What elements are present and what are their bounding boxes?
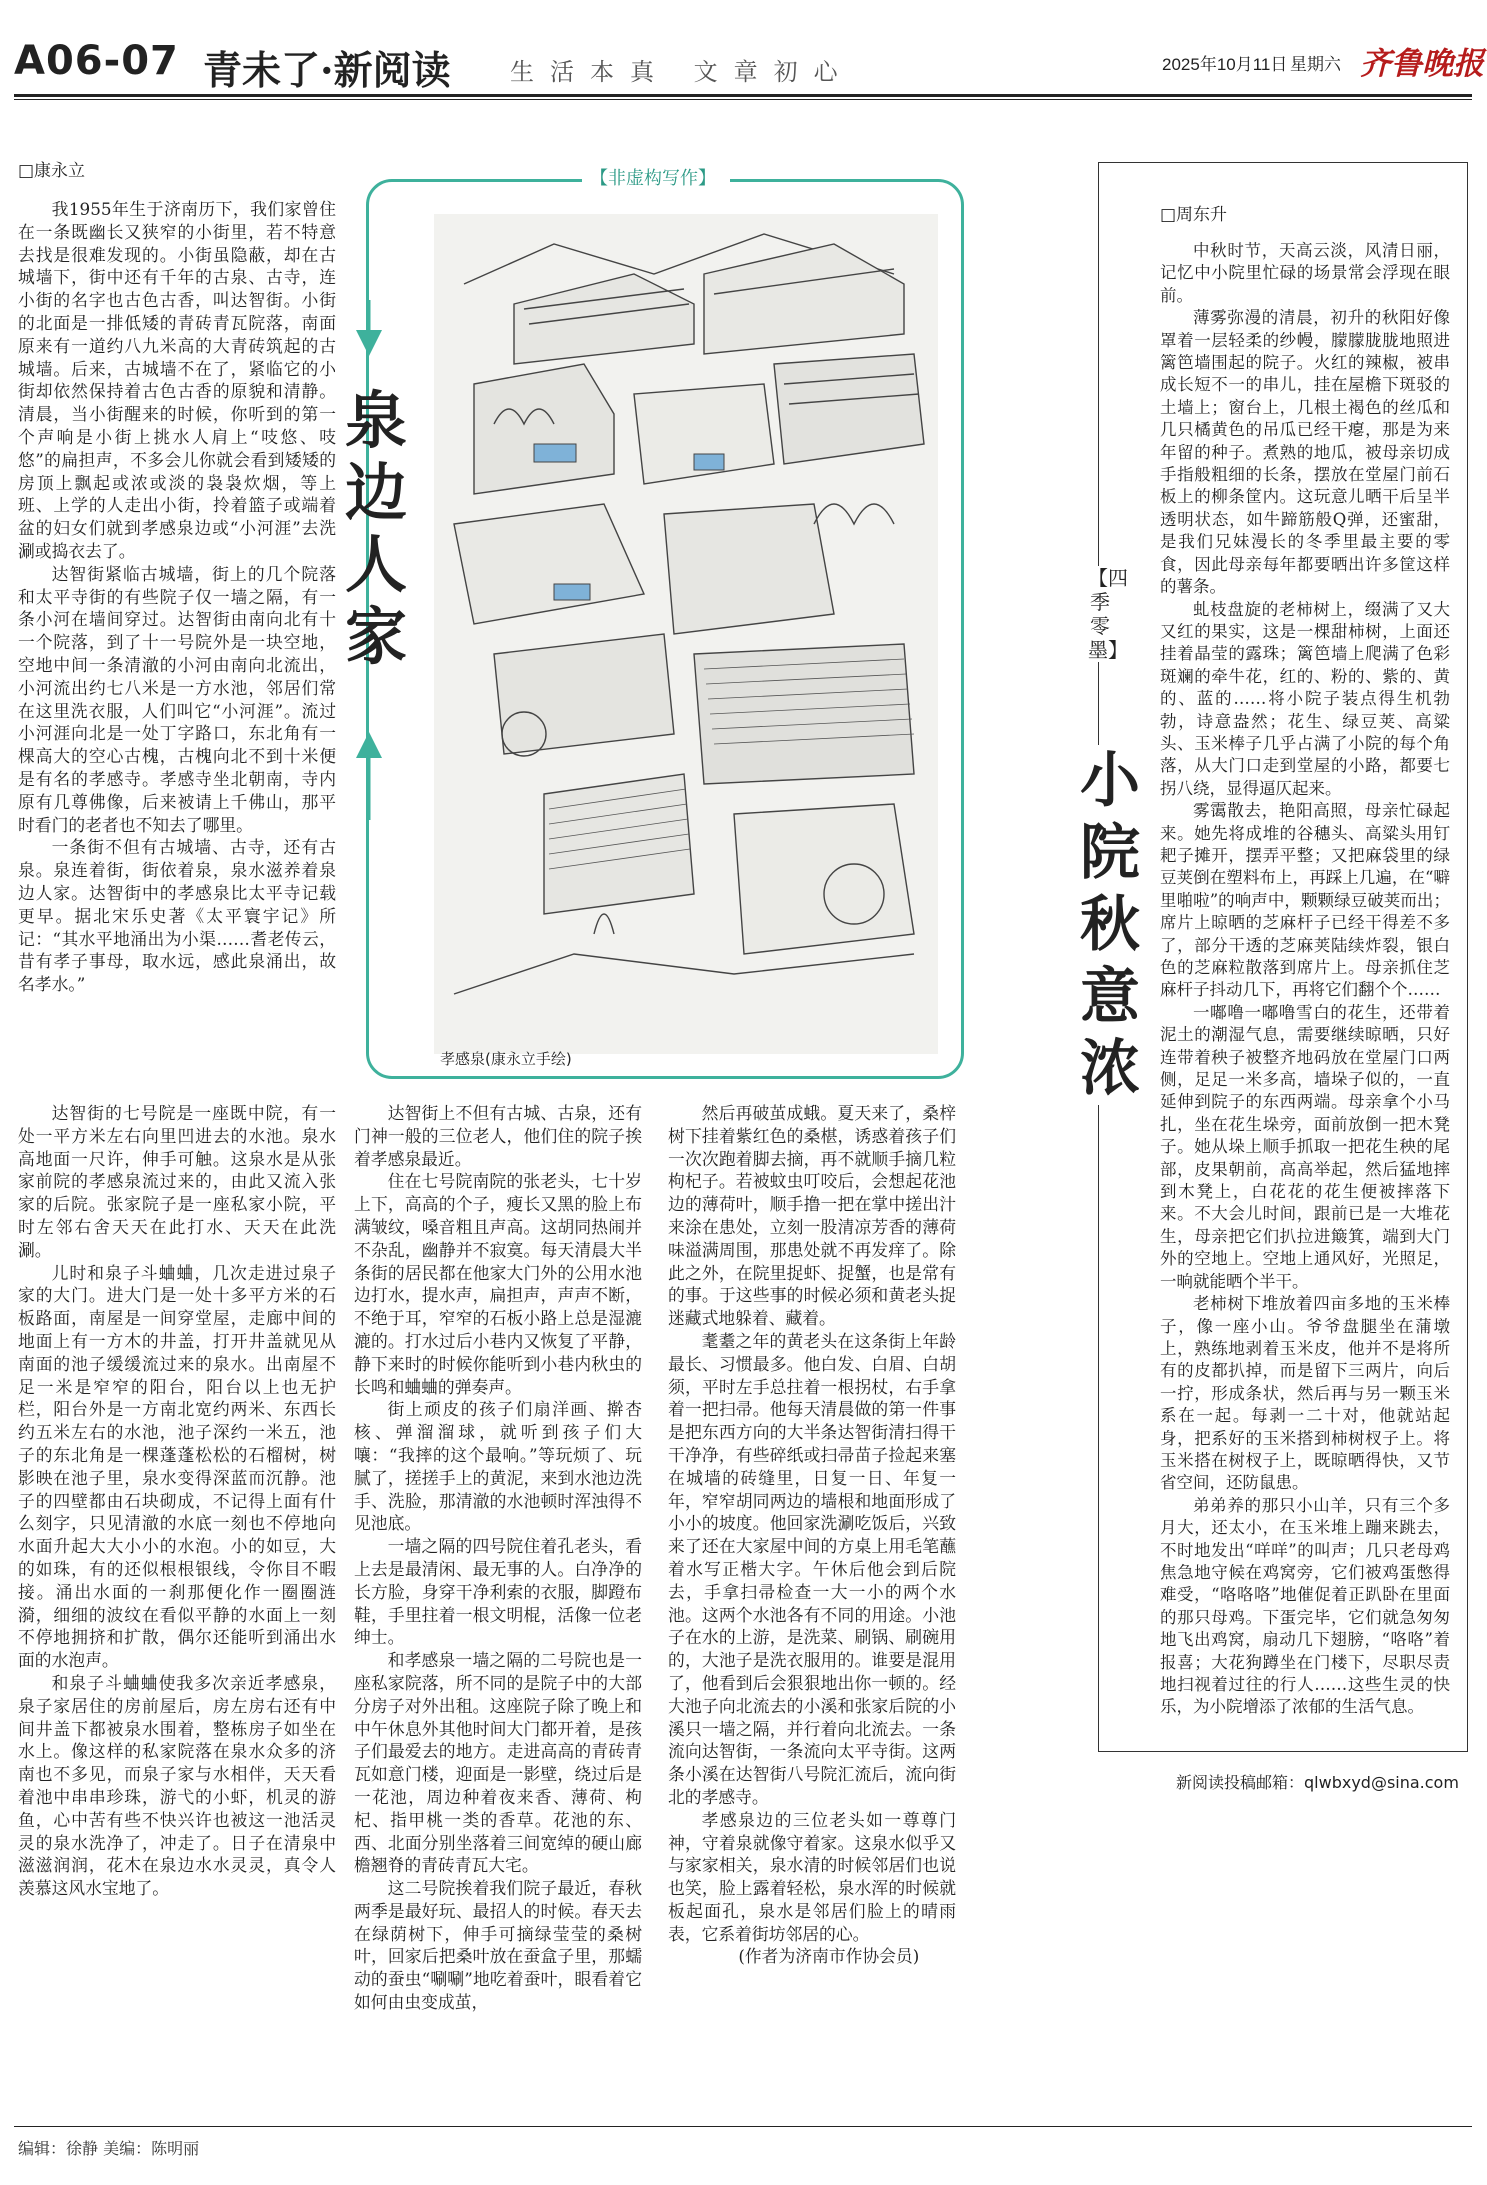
paragraph: 中秋时节，天高云淡，风清日丽，记忆中小院里忙碌的场景常会浮现在眼前。 bbox=[1160, 241, 1450, 305]
left-article-column-3 bbox=[668, 1102, 956, 1968]
paragraph: 然后再破茧成蛾。夏天来了，桑梓树下挂着紫红色的桑椹，诱惑着孩子们一次次跑着脚去摘，再不就顺手摘几粒枸杞子。若被蚊虫叮咬后，会想起花池边的薄荷叶，顺手撸一把在掌中搓出汁来涂在患处，立刻一股清凉芳香的薄荷味溢满周围，那患处就不再发痒了。除此之外，在院里捉虾、捉蟹，也是常有的事。于这些事的时候必须和黄老头捉迷藏式地躲着、藏着。 bbox=[668, 1103, 956, 1329]
arrow-up-icon bbox=[352, 730, 386, 820]
footer-rule bbox=[14, 2126, 1472, 2127]
paragraph: 街上顽皮的孩子们扇洋画、擀杏核、弹溜溜球，就听到孩子们大嚷：“我摔的这个最响。”等玩烦了、玩腻了，搓搓手上的黄泥，来到水池边洗手、洗脸，那清澈的水池顿时浑浊得不见池底。 bbox=[354, 1399, 642, 1534]
left-article-column-1b bbox=[18, 1102, 336, 1900]
paragraph: 和孝感泉一墙之隔的二号院也是一座私家院落，所不同的是院子中的大部分房子对外出租。这座院子除了晚上和中午休息外其他时间大门都开着，是孩子们最爱去的地方。走进高高的青砖青瓦如意门楼，迎面是一影壁，绕过后是一花池，周边种着夜来香、薄荷、枸杞、指甲桃一类的香草。花池的东、西、北面分别坐落着三间宽绰的硬山廊檐翘脊的青砖青瓦大宅。 bbox=[354, 1650, 642, 1876]
right-byline: □周东升 bbox=[1160, 205, 1228, 225]
paragraph: 一墙之隔的四号院住着孔老头，看上去是最清闲、最无事的人。白净净的长方脸，身穿干净利索的衣服，脚蹬布鞋，手里拄着一根文明棍，活像一位老绅士。 bbox=[354, 1536, 642, 1648]
paragraph: 达智街紧临古城墙，街上的几个院落和太平寺街的有些院子仅一墙之隔，有一条小河在墙间穿过。达智街由南向北有十一个院落，到了十一号院外是一块空地，空地中间一条清澈的小河由南向北流出，小河流出约七八米是一方水池，邻居们常在这里洗衣服，人们叫它“小河涯”。流过小河涯向北是一处丁字路口，东北角有一棵高大的空心古槐，古槐向北不到十米便是有名的孝感寺。孝感寺坐北朝南，寺内原有几尊佛像，后来被请上千佛山，那平时看门的老者也不知去了哪里。 bbox=[18, 563, 336, 835]
series-tag: 【四季零墨】 bbox=[1088, 566, 1128, 662]
paragraph: 达智街的七号院是一座既中院，有一处一平方米左右向里凹进去的水池。泉水高地面一尺许，伸手可触。这泉水是从张家前院的孝感泉流过来的，由此又流入张家的后院。张家院子是一座私家小院，平时左邻右舍天天在此打水、天天在此洗涮。 bbox=[18, 1103, 336, 1260]
article-title: 泉边人家 bbox=[344, 384, 407, 673]
header-rule bbox=[14, 94, 1472, 97]
article-tag: 【非虚构写作】 bbox=[590, 168, 716, 189]
paragraph: 这二号院挨着我们院子最近，春秋两季是最好玩、最招人的时候。春天去在绿荫树下，伸手可摘绿莹莹的桑树叶，回家后把桑叶放在蚕盒子里，那蠕动的蚕虫“唰唰”地吃着蚕叶，眼看着它如何由虫变成茧， bbox=[354, 1878, 642, 2013]
paragraph: 雾霭散去，艳阳高照，母亲忙碌起来。她先将成堆的谷穗头、高粱头用钉耙子摊开，摆弄平整；又把麻袋里的绿豆荚倒在塑料布上，再踩上几遍，在“噼里啪啦”的响声中，颗颗绿豆破荚而出；席片上晾晒的芝麻杆子已经干得差不多了，部分干透的芝麻荚陆续炸裂，银白色的芝麻粒散落到席片上。母亲抓住芝麻杆子抖动几下，再将它们翻个个…… bbox=[1160, 801, 1450, 1000]
header-rule-thin bbox=[14, 99, 1472, 100]
paragraph: 儿时和泉子斗蛐蛐，几次走进过泉子家的大门。进大门是一处十多平方米的石板路面，南屋是一间穿堂屋，走廊中间的地面上有一方木的井盖，打开井盖就见从南面的池子缓缓流过来的泉水。出南屋不足一米是窄窄的阳台，阳台以上也无护栏，阳台外是一方南北宽约两米、东西长约五米左右的水池，池子深约一米五，池子的东北角是一棵蓬蓬松松的石榴树，树影映在池子里，泉水变得深蓝而沉静。池子的四壁都由石块砌成，不记得上面有什么刻字，只见清澈的水底一刻也不停地向水面升起大大小小的水泡。小的如豆，大的如珠，有的还似根根银线，令你目不暇接。涌出水面的一刹那便化作一圈圈涟漪，细细的波纹在看似平静的水面上一刻不停地拥挤和扩散，偶尔还能听到涌出水面的水泡声。 bbox=[18, 1262, 336, 1671]
section-title: 青未了·新阅读 bbox=[203, 48, 451, 94]
paragraph: 薄雾弥漫的清晨，初升的秋阳好像罩着一层轻柔的纱幔，朦朦胧胧地照进篱笆墙围起的院子。火红的辣椒，被串成长短不一的串儿，挂在屋檐下斑驳的土墙上；窗台上，几根土褐色的丝瓜和几只橘黄色的吊瓜已经干瘪，那是为来年留的种子。煮熟的地瓜，被母亲切成手指般粗细的长条，摆放在堂屋门前石板上的柳条筐内。这玩意儿晒干后呈半透明状态，如牛蹄筋般Q弹，还蜜甜，是我们兄妹漫长的冬季里最主要的零食，因此母亲每年都要晒出许多筐这样的薯条。 bbox=[1160, 308, 1450, 597]
paragraph: 弟弟养的那只小山羊，只有三个多月大，还太小，在玉米堆上蹦来跳去，不时地发出“咩咩”的叫声；几只老母鸡焦急地守候在鸡窝旁，它们被鸡蛋憋得难受，“咯咯咯”地催促着正趴卧在里面的那只母鸡。下蛋完毕，它们就急匆匆地飞出鸡窝，扇动几下翅膀，“咯咯”着报喜；大花狗蹲坐在门楼下，尽职尽责地扫视着过往的行人……这些生灵的快乐，为小院增添了浓郁的生活气息。 bbox=[1160, 1495, 1450, 1717]
paragraph: 老柿树下堆放着四亩多地的玉米棒子，像一座小山。爷爷盘腿坐在蒲墩上，熟练地剥着玉米皮，他并不是将所有的皮都扒掉，而是留下三两片，向后一拧，形成条状，然后再与另一颗玉米系在一起。每剥一二十对，他就站起身，把系好的玉米搭到柿树杈子上。将玉米搭在树杈子上，既晾晒得快，又节省空间，还防鼠患。 bbox=[1160, 1294, 1450, 1493]
page-number: A06-07 bbox=[14, 38, 179, 84]
paragraph: 一嘟噜一嘟噜雪白的花生，还带着泥土的潮湿气息，需要继续晾晒，只好连带着秧子被整齐地码放在堂屋门口两侧，足足一米多高，墙垛子似的，一直延伸到院子的东西两端。母亲拿个小马扎，坐在花生垛旁，面前放倒一把木凳子。她从垛上顺手抓取一把花生秧的尾部，皮果朝前，高高举起，然后猛地摔到木凳上，白花花的花生便被摔落下来。不大会儿时间，跟前已是一大堆花生，母亲把它们扒拉进簸箕，端到大门外的空地上。空地上通风好，光照足，一晌就能晒个半干。 bbox=[1160, 1002, 1450, 1291]
paragraph: 孝感泉边的三位老头如一尊尊门神，守着泉就像守着家。这泉水似乎又与家家相关，泉水清的时候邻居们也说也笑，脸上露着轻松，泉水浑的时候就板起面孔，泉水是邻居们脸上的晴雨表，它系着街坊邻居的心。 bbox=[668, 1809, 956, 1944]
issue-date: 2025年10月11日 bbox=[1162, 55, 1288, 74]
illustration-caption: 孝感泉(康永立手绘) bbox=[440, 1050, 572, 1068]
paragraph: 一条街不但有古城墙、古寺，还有古泉。泉连着街，街依着泉，泉水滋养着泉边人家。达智街中的孝感泉比太平寺记载更早。据北宋乐史著《太平寰宇记》所记：“其水平地涌出为小渠……耆老传云，昔有孝子事母，取水远，感此泉涌出，故名孝水。” bbox=[18, 837, 336, 995]
right-article-title: 小院秋意浓 bbox=[1072, 745, 1148, 1105]
newspaper-logo: 齐鲁晚报 bbox=[1360, 46, 1484, 82]
section-slogan: 生活本真 文章初心 bbox=[510, 58, 854, 86]
paragraph: 虬枝盘旋的老柿树上，缀满了又大又红的果实，这是一棵甜柿树，上面还挂着晶莹的露珠；篱笆墙上爬满了色彩斑斓的牵牛花，红的、粉的、紫的、黄的、蓝的……将小院子装点得生机勃勃，诗意盎然；花生、绿豆荚、高粱头、玉米棒子几乎占满了小院的每个角落，从大门口走到堂屋的小路，都要七拐八绕，显得逼仄起来。 bbox=[1160, 599, 1450, 798]
paragraph: 耄耋之年的黄老头在这条街上年龄最长、习惯最多。他白发、白眉、白胡须，平时左手总拄着一根拐杖，右手拿着一把扫帚。他每天清晨做的第一件事是把东西方向的大半条达智街清扫得干干净净，有些碎纸或扫帚苗子捡起来塞在城墙的砖缝里，日复一日、年复一年，窄窄胡同两边的墙根和地面形成了小小的坡度。他回家洗涮吃饭后，兴致来了还在大家屋中间的方桌上用毛笔蘸着水写正楷大字。午休后他会到后院去，手拿扫帚检查一大一小的两个水池。这两个水池各有不同的用途。小池子在水的上游，是洗菜、刷锅、刷碗用的，大池子是洗衣服用的。谁要是混用了，他看到后会狠狠地出你一顿的。经大池子向北流去的小溪和张家后院的小溪只一墙之隔，并行着向北流去。一条流向达智街，一条流向太平寺街。这两条小溪在达智街八号院汇流后，流向街北的孝感寺。 bbox=[668, 1330, 956, 1807]
author-note: (作者为济南市作协会员) bbox=[738, 1946, 920, 1967]
arrow-down-icon bbox=[352, 300, 386, 360]
paragraph: 和泉子斗蛐蛐使我多次亲近孝感泉，泉子家居住的房前屋后，房左房右还有中间井盖下都被泉水围着，整栋房子如坐在水上。像这样的私家院落在泉水众多的济南也不多见，而泉子家与水相伴，天天看着池中串串珍珠，游弋的小虾，机灵的游鱼，心中苦有些不快兴许也被这一池活灵灵的泉水洗净了，冲走了。日子在清泉中滋滋润润，花木在泉边水水灵灵，真令人羡慕这风水宝地了。 bbox=[18, 1672, 336, 1899]
paragraph: 住在七号院南院的张老头，七十岁上下，高高的个子，瘦长又黑的脸上布满皱纹，嗓音粗且声高。这胡同热闹并不杂乱，幽静并不寂寞。每天清晨大半条街的居民都在他家大门外的公用水池边打水，提水声，扁担声，声声不断，不绝于耳，窄窄的石板小路上总是湿漉漉的。打水过后小巷内又恢复了平静，静下来时的时候你能听到小巷内秋虫的长鸣和蛐蛐的弹奏声。 bbox=[354, 1171, 642, 1397]
editor-credits: 编辑：徐静 美编：陈明丽 bbox=[18, 2139, 200, 2158]
paragraph: 我1955年生于济南历下，我们家曾住在一条既幽长又狭窄的小街里，若不特意去找是很难发现的。小街虽隐蔽，却在古城墙下，街中还有千年的古泉、古寺，连小街的名字也古色古香，叫达智街。小街的北面是一排低矮的青砖青瓦院落，南面原来有一道约八九米高的大青砖筑起的古城墙。后来，古城墙不在了，紧临它的小街却依然保持着古色古香的原貌和清静。清晨，当小街醒来的时候，你听到的第一个声响是小街上挑水人肩上“吱悠、吱悠”的扁担声，不多会儿你就会看到矮矮的房顶上飘起或浓或淡的袅袅炊烟，等上班、上学的人走出小街，拎着篮子或端着盆的妇女们就到孝感泉边或“小河涯”去洗涮或捣衣去了。 bbox=[18, 199, 336, 561]
issue-weekday: 星期六 bbox=[1290, 55, 1341, 75]
submission-email: 新阅读投稿邮箱：qlwbxyd@sina.com bbox=[1176, 1773, 1459, 1792]
courtyard-sketch-image bbox=[434, 214, 938, 1054]
left-article-column-1 bbox=[18, 198, 336, 996]
paragraph: 达智街上不但有古城、古泉，还有门神一般的三位老人，他们住的院子挨着孝感泉最近。 bbox=[354, 1103, 642, 1169]
left-byline: □康永立 bbox=[18, 161, 86, 181]
right-article-column bbox=[1160, 240, 1450, 1719]
left-article-column-2 bbox=[354, 1102, 642, 2014]
